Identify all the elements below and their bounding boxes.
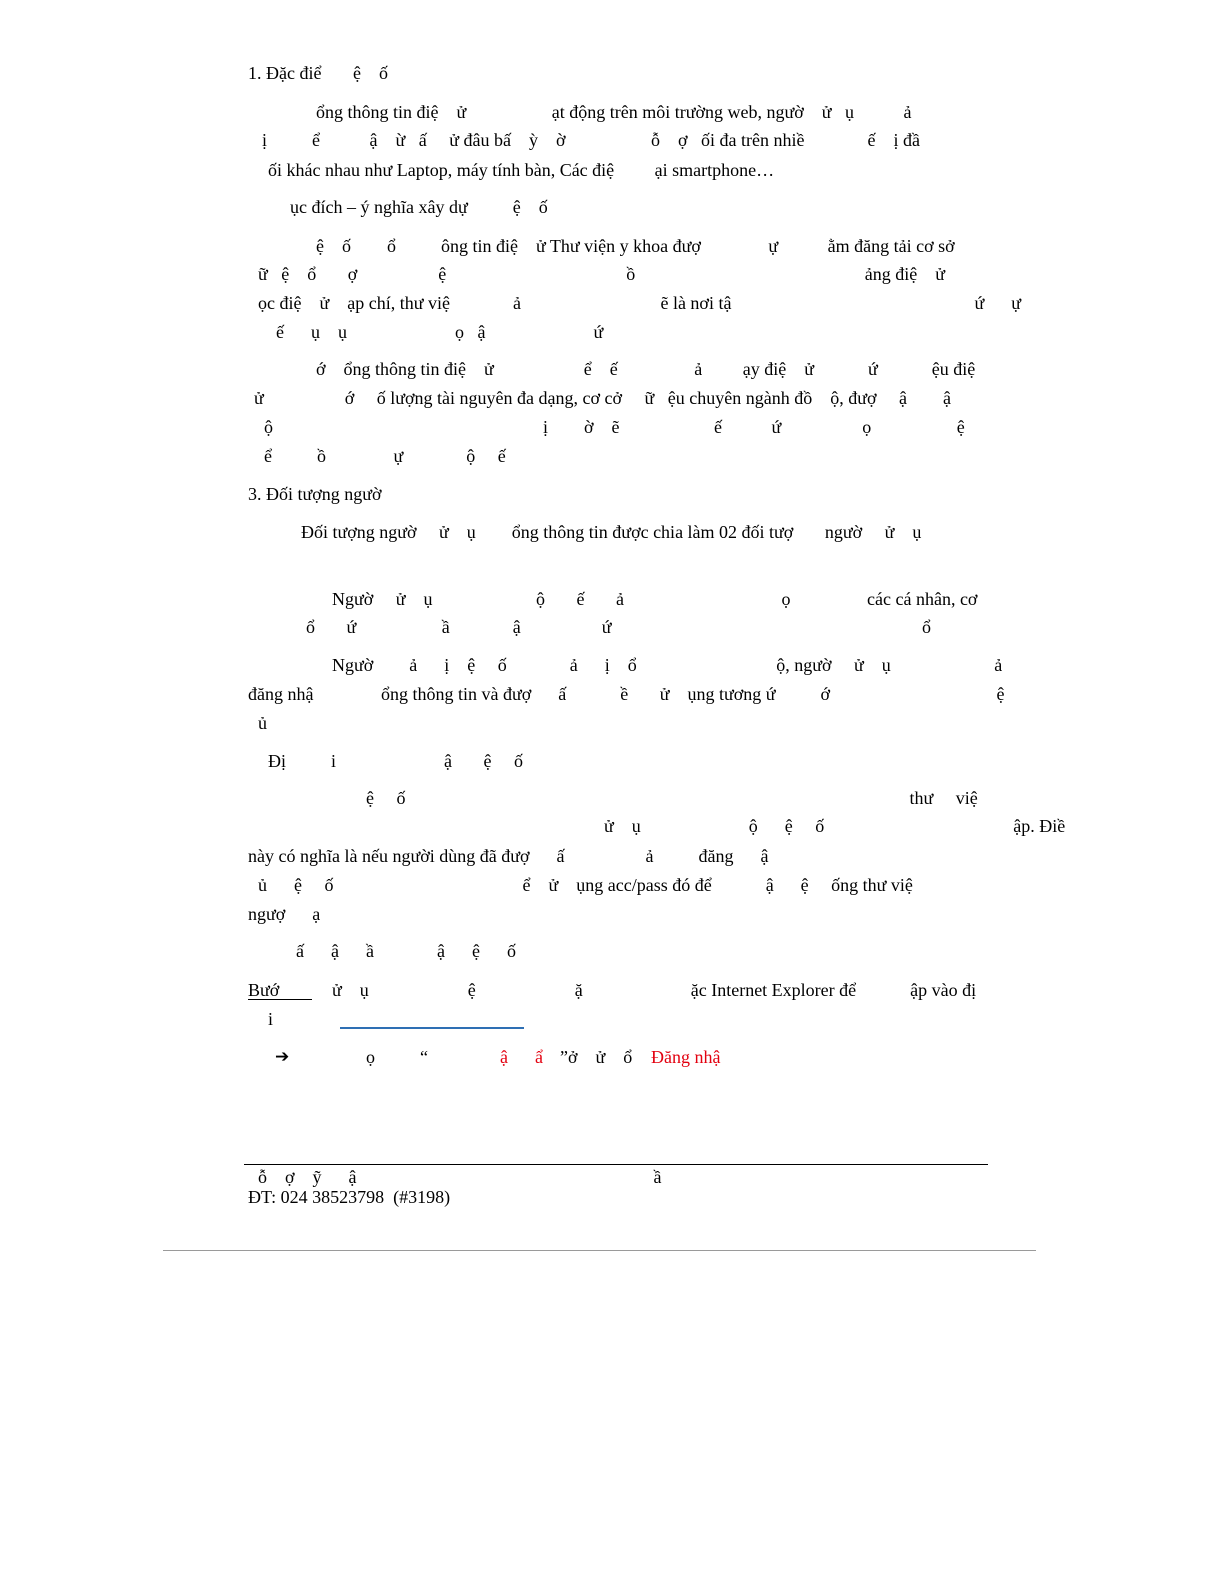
- login-label: Đăng nhậ: [651, 1047, 721, 1067]
- step-line-2: i: [268, 1009, 274, 1029]
- instruction-highlight: ậ ẩ: [500, 1047, 543, 1067]
- para-2-line-2: ữ ệ ổ ợ ệ ồ ảng điệ ử: [258, 264, 945, 284]
- para-3-line-4: ể ồ ự ộ ế: [264, 446, 506, 466]
- para-7-line-1: ệ ố thư việ: [366, 788, 978, 808]
- para-3-line-2: ử ớ ố lượng tài nguyên đa dạng, cơ cở ữ ệu chuyên ngành đồ ộ, đượ ậ ậ: [254, 388, 951, 408]
- page-bottom-rule: [163, 1250, 1036, 1251]
- para-6-line-1: Ngườ ả ị ệ ố ả ị ổ ộ, ngườ ử ụ ả: [332, 655, 1003, 675]
- para-3-line-3: ộ ị ờ ẽ ế ứ ọ ệ: [264, 417, 965, 437]
- para-6-line-3: ủ: [258, 713, 267, 733]
- para-7-line-3: này có nghĩa là nếu người dùng đã đượ ấ ả đăng ậ: [248, 846, 769, 866]
- address-link-underline[interactable]: [340, 1027, 524, 1029]
- para-1-line-1: ổng thông tin điệ ử ạt động trên môi trường web, ngườ ử ụ ả: [316, 102, 912, 122]
- footer-divider: [244, 1164, 988, 1165]
- para-1-line-2: ị ể ậ ừ ấ ử đâu bấ ỳ ờ ỗ ợ ối đa trên nhiề ế ị đầ: [262, 130, 920, 150]
- step-label: Bướ: [248, 980, 280, 1000]
- instruction-text-mid: ”ở ử ổ: [560, 1047, 633, 1067]
- footer-line-1: ỗ ợ ỹ ậ ầ: [258, 1167, 662, 1187]
- para-7-line-4: ủ ệ ố ể ử ụng acc/pass đó để ậ ệ ống thư việ: [258, 875, 913, 895]
- para-7-line-5: ngượ ạ: [248, 904, 321, 924]
- para-2-line-3: ọc điệ ử ạp chí, thư việ ả ẽ là nơi tậ ứ ự: [258, 293, 1021, 313]
- section-heading-2: ục đích – ý nghĩa xây dự ệ ố: [290, 197, 548, 217]
- para-6-line-2: đăng nhậ ổng thông tin và đượ ấ ề ử ụng tương ứ ớ ệ: [248, 684, 1005, 704]
- para-5-line-1: Ngườ ử ụ ộ ế ả ọ các cá nhân, cơ: [332, 589, 978, 609]
- right-arrow-icon: ➔: [275, 1047, 290, 1067]
- section-heading-5: ấ ậ ầ ậ ệ ố: [296, 941, 516, 961]
- step-line-1: ử ụ ệ ặ ặc Internet Explorer để ập vào đị: [332, 980, 977, 1000]
- para-1-line-3: ối khác nhau như Laptop, máy tính bàn, Các điệ ại smartphone…: [268, 160, 775, 180]
- step-label-underline: [248, 999, 312, 1000]
- section-heading-1: 1. Đặc điể ệ ố: [248, 63, 388, 83]
- instruction-text-start: ọ “: [366, 1047, 428, 1067]
- para-5-line-2: ổ ứ ầ ậ ứ ổ: [306, 617, 931, 637]
- para-2-line-1: ệ ố ổ ông tin điệ ử Thư viện y khoa đượ ự ằm đăng tải cơ sở: [316, 236, 955, 256]
- para-2-line-4: ế ụ ụ ọ ậ ứ: [276, 322, 604, 342]
- section-heading-4: Đị i ậ ệ ố: [268, 751, 523, 771]
- section-heading-3: 3. Đối tượng ngườ: [248, 484, 382, 504]
- para-4-line-1: Đối tượng ngườ ử ụ ổng thông tin được chia làm 02 đối tượ ngườ ử ụ: [301, 522, 922, 542]
- para-3-line-1: ớ ổng thông tin điệ ử ể ế ả ạy điệ ử ứ ệu điệ: [316, 359, 976, 379]
- footer-phone: ĐT: 024 38523798 (#3198): [248, 1187, 451, 1207]
- para-7-line-2: ử ụ ộ ệ ố ập. Điề: [604, 816, 1066, 836]
